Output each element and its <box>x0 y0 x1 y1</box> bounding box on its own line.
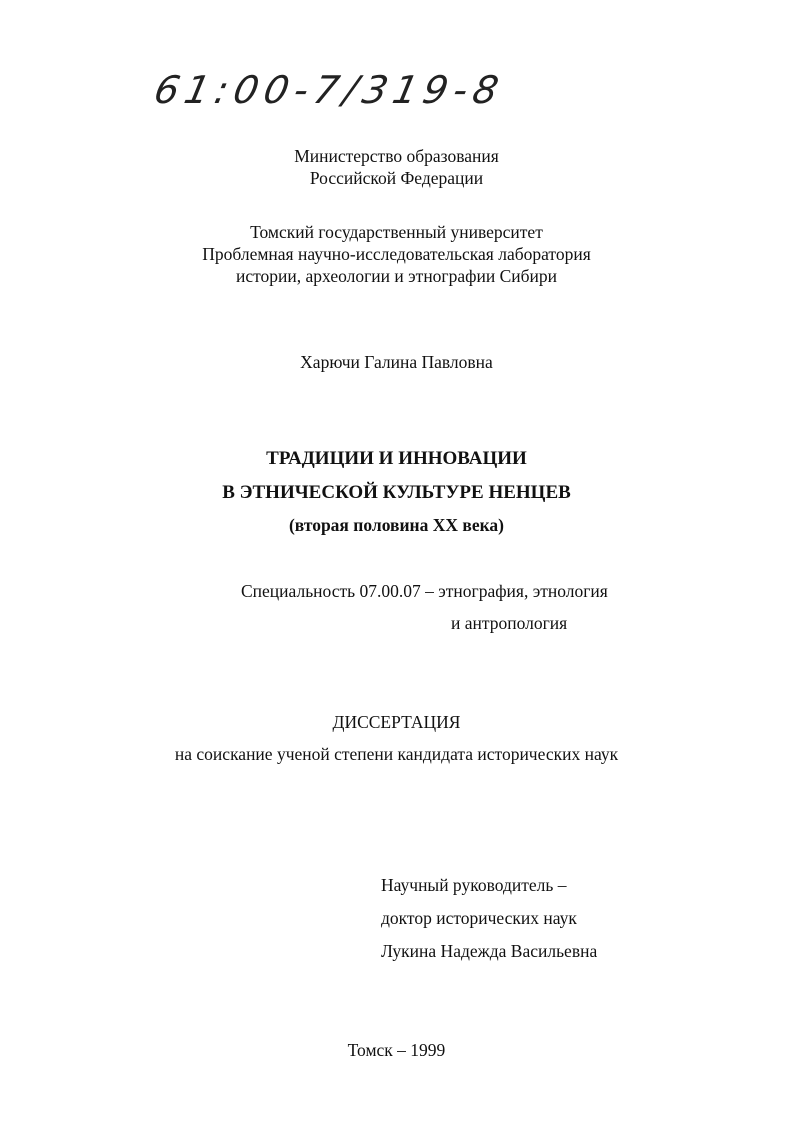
supervisor-role: Научный руководитель – <box>381 875 567 895</box>
dissertation-purpose: на соискание ученой степени кандидата исторических наук <box>174 744 619 764</box>
ministry-line-1: Министерство образования <box>294 146 499 166</box>
specialty-line-2: и антропология <box>451 613 568 633</box>
laboratory-name-cont: истории, археологии и этнографии Сибири <box>236 266 557 286</box>
ministry-line-2: Российской Федерации <box>309 168 484 188</box>
supervisor-name: Лукина Надежда Васильевна <box>381 941 598 961</box>
place-and-year: Томск – 1999 <box>347 1040 446 1060</box>
laboratory-name: Проблемная научно-исследовательская лаборатория <box>202 244 591 264</box>
dissertation-heading: ДИССЕРТАЦИЯ <box>332 712 461 732</box>
author-name: Харючи Галина Павловна <box>300 352 493 372</box>
specialty-line-1: Специальность 07.00.07 – этнография, этнология <box>241 581 608 601</box>
thesis-title-line-2: В ЭТНИЧЕСКОЙ КУЛЬТУРЕ НЕНЦЕВ <box>222 482 571 503</box>
university-name: Томский государственный университет <box>250 222 543 242</box>
supervisor-degree: доктор исторических наук <box>381 908 577 928</box>
thesis-title-line-1: ТРАДИЦИИ И ИННОВАЦИИ <box>266 448 527 469</box>
handwritten-archive-code: 61:00-7/319-8 <box>150 68 509 112</box>
thesis-subtitle: (вторая половина XX века) <box>288 515 505 535</box>
